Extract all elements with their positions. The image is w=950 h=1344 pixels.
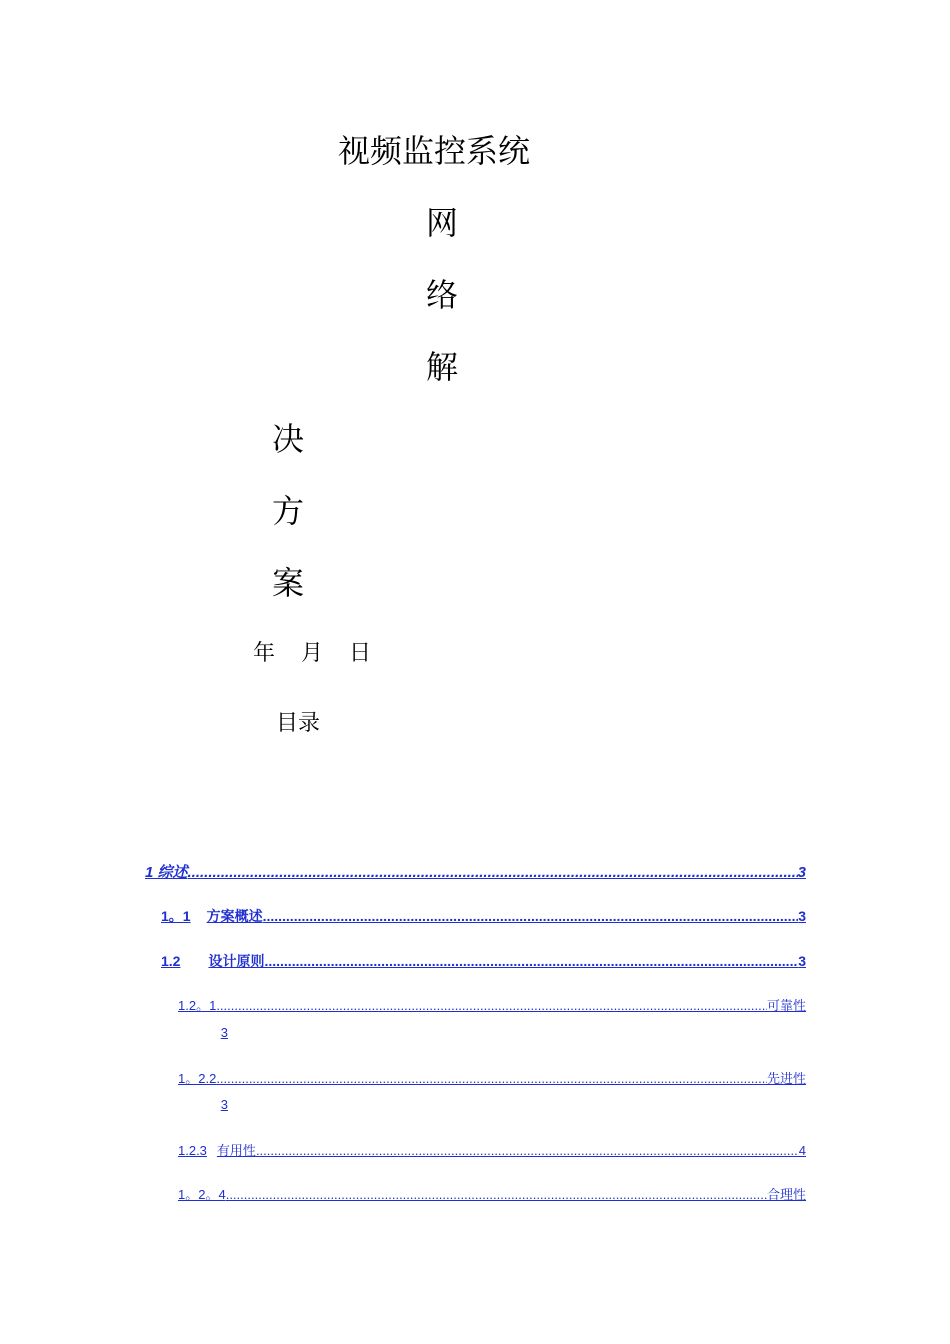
title-char-3: 解	[426, 348, 459, 386]
toc-entry-label: 可靠性	[766, 998, 806, 1013]
toc-entry-page: 3	[798, 953, 806, 969]
toc-entry-1-2-4[interactable]	[178, 1184, 806, 1203]
toc-entry-page[interactable]: 3	[220, 1025, 228, 1040]
title-char-1: 网	[426, 204, 459, 242]
toc-leader-dots	[263, 908, 799, 924]
title-char-6: 案	[272, 564, 305, 602]
toc-entry-label: 方案概述	[206, 908, 263, 924]
toc-leader-dots	[188, 864, 798, 881]
toc-leader-dots	[264, 953, 798, 969]
toc-entry-1-1[interactable]	[161, 906, 806, 926]
toc-entry-number: 1 综述	[145, 864, 188, 881]
toc-entry-1[interactable]	[145, 861, 806, 882]
toc-entry-number: 1.2。1	[178, 998, 217, 1013]
toc-entry-label: 合理性	[766, 1187, 806, 1202]
date-month: 月	[301, 641, 324, 666]
toc-leader-dots	[256, 1143, 799, 1158]
toc-leader-dots	[226, 1187, 767, 1202]
toc-entry-page[interactable]: 3	[220, 1097, 228, 1112]
toc-entry-page: 4	[798, 1143, 806, 1158]
toc-entry-number: 1。1	[161, 908, 191, 924]
date-day: 日	[349, 641, 372, 666]
document-title: 视频监控系统	[338, 132, 531, 170]
toc-entry-page: 3	[797, 864, 806, 881]
toc-entry-1-2-3[interactable]	[178, 1140, 806, 1159]
title-char-2: 络	[426, 276, 459, 314]
toc-entry-number: 1。2。4	[178, 1187, 226, 1202]
toc-entry-number: 1。2.2	[178, 1071, 217, 1086]
toc-heading: 目录	[276, 711, 321, 736]
toc-entry-1-2-1[interactable]	[178, 995, 806, 1014]
toc-entry-1-2-2[interactable]	[178, 1068, 806, 1087]
title-char-4: 决	[272, 420, 305, 458]
date-year: 年	[253, 641, 276, 666]
toc-entry-label: 有用性	[216, 1143, 256, 1158]
toc-entry-page: 3	[798, 908, 806, 924]
toc-leader-dots	[216, 1071, 767, 1086]
title-char-5: 方	[272, 492, 305, 530]
toc-entry-number: 1.2.3	[178, 1143, 207, 1158]
toc-entry-label: 先进性	[766, 1071, 806, 1086]
toc-entry-number: 1.2	[161, 953, 181, 969]
toc-entry-label: 设计原则	[208, 953, 265, 969]
toc-entry-1-2[interactable]	[161, 951, 806, 971]
toc-leader-dots	[216, 998, 767, 1013]
